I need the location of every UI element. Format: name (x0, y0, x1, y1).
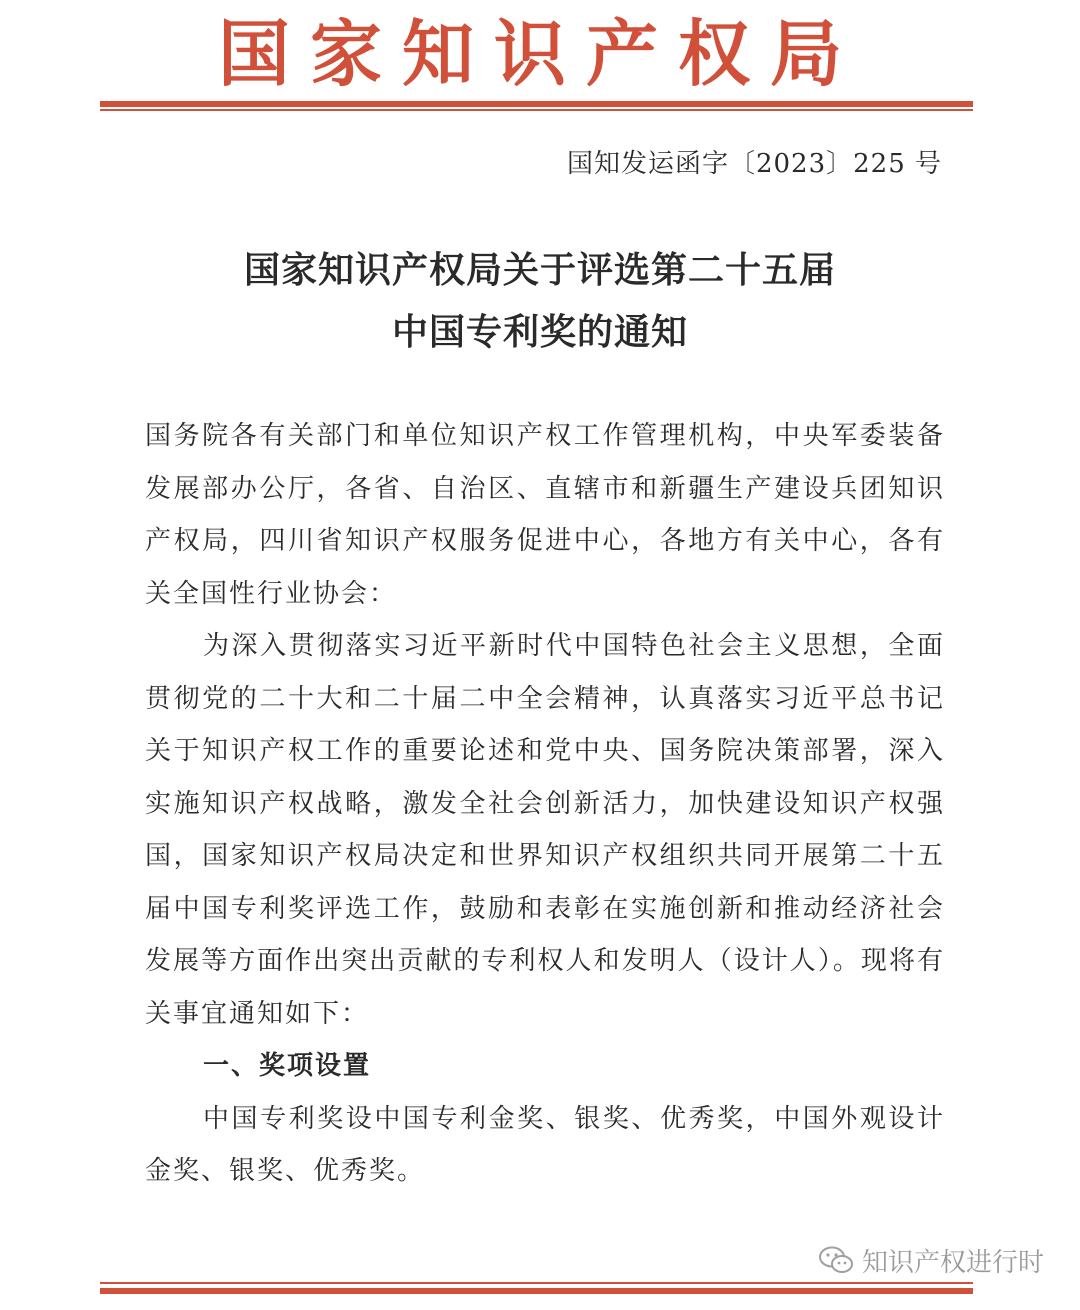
document-title-line-1: 国家知识产权局关于评选第二十五届 (243, 250, 836, 291)
header-rule-thick (100, 101, 973, 107)
document-number: 国知发运函字〔2023〕225 号 (566, 149, 942, 179)
document-body (145, 410, 945, 1198)
document-title-line-2: 中国专利奖的通知 (391, 312, 688, 353)
footer-rule-thin (100, 1282, 973, 1284)
agency-masthead: 国家知识产权局 (217, 11, 862, 96)
watermark-text: 知识产权进行时 (861, 1247, 1044, 1278)
wechat-icon (818, 1245, 854, 1275)
salutation: 国务院各有关部门和单位知识产权工作管理机构，中央军委装备发展部办公厅，各省、自治区、直辖市和新疆生产建设兵团知识产权局，四川省知识产权服务促进中心，各地方有关中心，各有关全国性行业协会： (145, 421, 945, 609)
footer-rule-thick (100, 1288, 973, 1294)
section-heading: 一、奖项设置 (203, 1051, 372, 1081)
watermark (818, 1240, 1044, 1280)
section-paragraph: 中国专利奖设中国专利金奖、银奖、优秀奖，中国外观设计金奖、银奖、优秀奖。 (145, 1103, 945, 1186)
body-paragraph: 为深入贯彻落实习近平新时代中国特色社会主义思想，全面贯彻党的二十大和二十届二中全会精神，认真落实习近平总书记关于知识产权工作的重要论述和党中央、国务院决策部署，深入实施知识产权战略，激发全社会创新活力，加快建设知识产权强国，国家知识产权局决定和世界知识产权组织共同开展第二十五届中国专利奖评选工作，鼓励和表彰在实施创新和推动经济社会发展等方面作出突出贡献的专利权人和发明人（设计人）。现将有关事宜通知如下： (145, 631, 945, 1029)
header-rule-thin (100, 109, 973, 111)
